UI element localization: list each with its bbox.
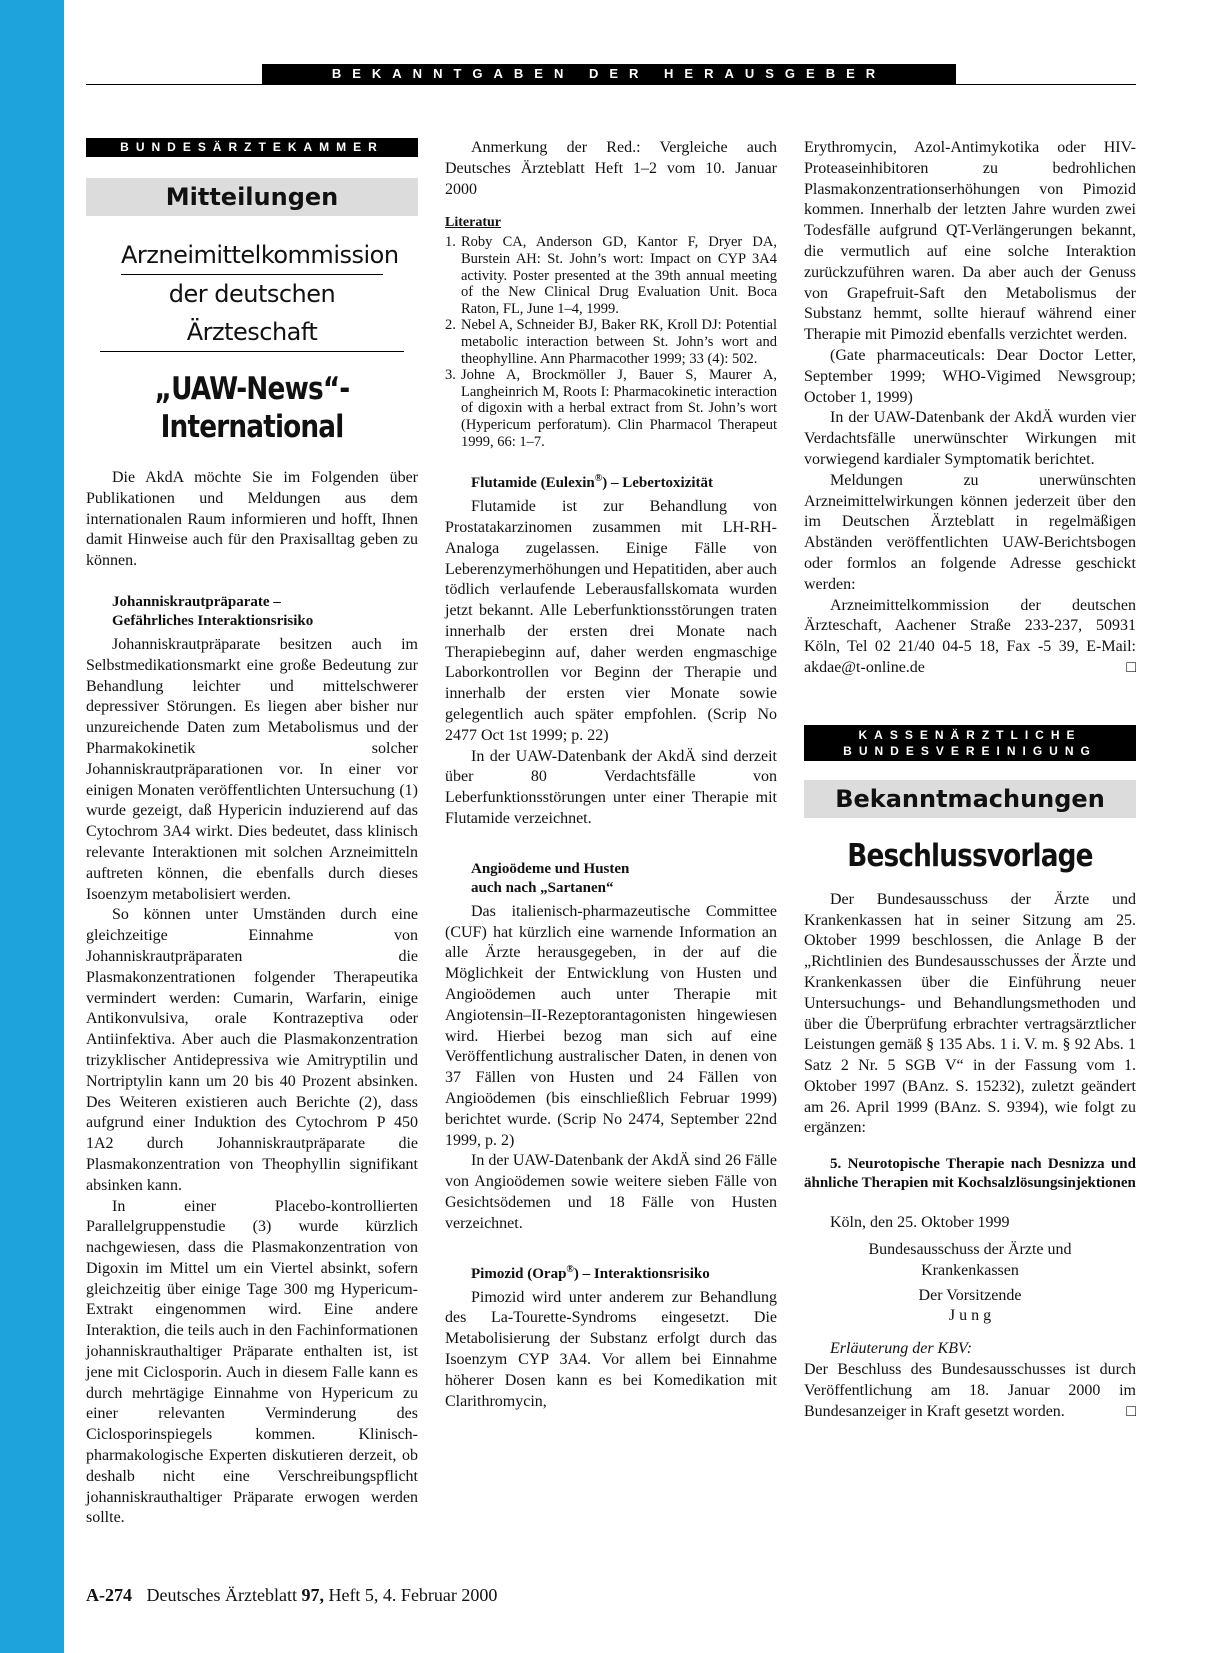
title-line-2: International	[160, 409, 344, 445]
end-mark: □	[1126, 1402, 1136, 1420]
column-1	[86, 138, 418, 1529]
paragraph: In einer Placebo-kontrollierten Parallelgruppenstudie (3) wurde kürzlich nachgewiesen, dass die Plasmakonzentration von Digoxin im Mittel um ein Viertel absinkt, sofern gleichzeitig über einige Tage 300 mg Hypericum-Extrakt eingenommen wird. Eine andere Interaktion, die teils auch in den Fachinformationen johanniskrauthaltiger Präparate enthalten ist, ist jene mit Ciclosporin. Auch in diesem Falle kann es durch mehrtägige Einnahme von Hypericum zu einer relevanten Verminderung des Ciclosporinspiegels kommen. Klinisch-pharmakologische Experten diskutieren derzeit, ob deshalb nicht eine Verschreibungspflicht johanniskrauthaltiger Präparate erwogen werden sollte.	[86, 1197, 418, 1527]
beschluss-text	[804, 890, 1136, 1140]
intro-text	[86, 468, 418, 572]
pimozid-continued	[804, 138, 1136, 679]
journal-issue: Heft 5, 4. Februar 2000	[328, 1585, 498, 1605]
dept-line-2: BUNDESVEREINIGUNG	[843, 743, 1097, 758]
address-paragraph: Arzneimittelkommission der deutschen Ärzteschaft, Aachener Straße 233-237, 50931 Köln, Tel 02 21/40 04-5 18, Fax -5 39, E-Mail: akdae@t-online.de □	[804, 596, 1136, 679]
reference-item: 3. Johne A, Brockmöller J, Bauer S, Maurer A, Langheinrich M, Roots I: Pharmacokinetic interaction of digoxin with a herbal extract from St. John’s wort (Hypericum perforatum). Clin Pharmacol Therapeut 1999, 66: 1–7.	[445, 367, 777, 450]
dept-line-1: KASSENÄRZTLICHE	[858, 727, 1082, 742]
color-sidebar	[0, 0, 64, 1653]
paragraph: Johanniskrautpräparate besitzen auch im Selbstmedikationsmarkt eine große Bedeutung zur Behandlung leichter und mittelschwerer depressiver Störungen. Es liegen aber bisher nur unzureichende Daten zum Metabolismus und der Pharmakokinetik solcher Johanniskrautpräparationen vor. In einer vor einigen Monaten veröffentlichten Untersuchung (1) wurde gezeigt, daß Hypericin induzierend auf das Cytochrom 3A4 wirkt. Dies bedeutet, dass klinisch relevante Interaktionen mit solchen Arzneimitteln auftreten können, die ebenfalls durch dieses Isoenzym metabolisiert werden.	[86, 635, 418, 903]
journal-volume: 97,	[301, 1585, 324, 1605]
paragraph: (Gate pharmaceuticals: Dear Doctor Letter, September 1999; WHO-Vigimed Newsgroup; October 1, 1999)	[804, 346, 1136, 406]
sig-line-1: Bundesausschuss der Ärzte und	[868, 1241, 1072, 1259]
dept-label-kbv	[804, 725, 1136, 761]
paragraph: Erythromycin, Azol-Antimykotika oder HIV-Proteaseinhibitoren zu bedrohlichen Plasmakonzentrationserhöhungen von Pimozid kommen. Innerhalb der letzten Jahre wurden zwei Todesfälle aufgrund QT-Verlängerungen bekannt, die vermutlich auf eine solche Interaktion zurückzuführen waren. Da aber auch der Genuss von Grapefruit-Saft den Metabolismus der Substanz hemmt, sollte hierauf während einer Therapie mit Pimozid ebenfalls verzichtet werden.	[804, 139, 1136, 344]
paragraph: Das italienisch-pharmazeutische Committee (CUF) hat kürzlich eine warnende Information an alle Ärzte herausgegeben, in der auf die Möglichkeit der Entwicklung von Husten und Angioödemen auch unter Therapie mit Angiotensin–II-Rezeptorantagonisten hingewiesen wird. Hierbei bezog man sich auf eine Veröffentlichung australischer Daten, in denen von 37 Fällen von Husten und 24 Fällen von Angioödemen (bis einschließlich Februar 1999) berichtet wurde. (Scrip No 2474, September 22nd 1999, p. 2)	[445, 902, 777, 1149]
amk-line-1: Arzneimittelkommission	[121, 236, 383, 275]
johanniskraut-text	[86, 635, 418, 1529]
reference-item: 2. Nebel A, Schneider BJ, Baker RK, Kroll DJ: Potential metabolic interaction between St. John’s wort and theophylline. Ann Pharmacother 1999; 33 (4): 502.	[445, 317, 777, 367]
page-footer	[86, 1585, 497, 1606]
signature-block	[804, 1213, 1136, 1327]
subheading-angioedema: Angioödeme und Husten auch nach „Sartanen“	[471, 860, 630, 896]
reference-list	[445, 234, 777, 450]
erlaeuterung-paragraph: Der Beschluss des Bundesausschusses ist durch Veröffentlichung am 18. Januar 2000 im Bundesanzeiger in Kraft gesetzt worden. □	[804, 1360, 1136, 1422]
intro-paragraph: Die AkdA möchte Sie im Folgenden über Publikationen und Meldungen aus dem internationalen Raum informieren und hofft, Ihnen damit Hinweise auch für den Praxisalltag geben zu können.	[86, 469, 418, 570]
sig-line-4: J u n g	[948, 1307, 992, 1325]
paragraph: Pimozid wird unter anderem zur Behandlung des La-Tourette-Syndroms eingesetzt. Die Metabolisierung der Substanz erfolgt durch das Isoenzym CYP 3A4. Vor allem bei Einnahme höherer Dosen kann es bei Komedikation mit Clarithromycin,	[445, 1288, 777, 1410]
subheading-johanniskraut	[86, 593, 418, 631]
reference-item: 1. Roby CA, Anderson GD, Kantor F, Dryer DA, Burstein AH: St. John’s wort: Impact on CYP 3A4 activity. Poster presented at the 39th annual meeting of the New Clinical Drug Evaluation Unit. Boca Raton, FL, June 1–4, 1999.	[445, 234, 777, 317]
subheading-line-2: Gefährliches Interaktionsrisiko	[112, 612, 314, 629]
erlaeuterung-heading: Erläuterung der KBV:	[830, 1340, 973, 1358]
section-banner: BEKANNTGABEN DER HERAUSGEBER	[262, 64, 956, 84]
page-number: A-274	[86, 1585, 132, 1605]
editor-note	[445, 138, 777, 200]
organization-name	[86, 236, 418, 352]
header-rule	[86, 84, 1136, 85]
column-2	[445, 138, 777, 1412]
subheading-pimozid: Pimozid (Orap®) – Interaktionsrisiko	[471, 1263, 710, 1282]
dept-label-baek: BUNDESÄRZTEKAMMER	[86, 138, 418, 157]
paragraph: Der Bundesausschuss der Ärzte und Krankenkassen hat in seiner Sitzung am 25. Oktober 1999 beschlossen, die Anlage B der „Richtlinien des Bundesausschusses der Ärzte und Krankenkassen über die Einführung neuer Untersuchungs- und Behandlungsmethoden und über die Überprüfung erbrachter vertragsärztlicher Leistungen gemäß § 135 Abs. 1 i. V. m. § 92 Abs. 1 Satz 2 Nr. 5 SGB V“ in der Fassung vom 1. Oktober 1997 (BAnz. S. 15232), zuletzt geändert am 26. April 1999 (BAnz. S. 9394), wie folgt zu ergänzen:	[804, 890, 1136, 1137]
sig-line-2: Krankenkassen	[921, 1261, 1019, 1279]
rubric-bekanntmachungen: Bekanntmachungen	[804, 780, 1136, 818]
subheading-line-1: Johanniskrautpräparate –	[112, 593, 281, 610]
paragraph: In der UAW-Datenbank der AkdÄ sind 26 Fälle von Angioödemen sowie weitere sieben Fälle von Gesichtsödemen und 18 Fälle von Husten verzeichnet.	[445, 1152, 777, 1232]
paragraph: Meldungen zu unerwünschten Arzneimittelwirkungen können jederzeit über den im Deutschen Ärzteblatt in regelmäßigen Abständen veröffentlichten UAW-Berichtsbogen oder formlos an folgende Adresse geschickt werden:	[804, 471, 1136, 593]
column-3	[804, 138, 1136, 1422]
item-5	[804, 1155, 1136, 1193]
flutamide-text	[445, 497, 777, 830]
paragraph: So können unter Umständen durch eine gleichzeitige Einnahme von Johanniskrautpräparaten die Plasmakonzentrationen folgender Therapeutika vermindert werden: Cumarin, Warfarin, einige Antikonvulsiva, orale Kontrazeptiva oder Antiinfektiva. Aber auch die Plasmakonzentration trizyklischer Antidepressiva wie Amitryptilin und Nortriptylin kann um 20 bis 40 Prozent absinken. Des Weiteren existieren auch Berichte (2), dass aufgrund einer Induktion des Cytochrom P 450 1A2 durch Johanniskrautpräparate die Plasmakonzentration von Theophyllin signifikant absinken kann.	[86, 906, 418, 1194]
title-line-1: „UAW-News“-	[154, 371, 350, 407]
erlaeuterung	[804, 1339, 1136, 1422]
sig-line-3: Der Vorsitzende	[918, 1286, 1022, 1304]
paragraph: In der UAW-Datenbank der AkdÄ sind derzeit über 80 Verdachtsfälle von Leberfunktionsstörungen unter einer Therapie mit Flutamide verzeichnet.	[445, 747, 777, 828]
paragraph: Flutamide ist zur Behandlung von Prostatakarzinomen zusammen mit LH-RH-Analoga zugelassen. Einige Fälle von Leberenzymerhöhungen und Hepatitiden, aber auch tödlich verlaufende Leberausfallskomata wurden jetzt bekannt. Alle Leberfunktionsstörungen traten innerhalb der ersten drei Monate nach Therapiebeginn auf, daher werden engmaschige Laborkontrollen vor Beginn der Therapie und innerhalb der ersten vier Monate sowie gelegentlich auch später empfohlen. (Scrip No 2477 Oct 1st 1999; p. 22)	[445, 498, 777, 744]
pimozid-text	[445, 1288, 777, 1413]
end-mark: □	[1126, 658, 1136, 676]
literature-heading: Literatur	[445, 215, 501, 231]
subheading-flutamide: Flutamide (Eulexin®) – Lebertoxizität	[471, 473, 714, 492]
journal-name: Deutsches Ärzteblatt	[146, 1585, 297, 1605]
angioedema-text	[445, 902, 777, 1235]
article-title-beschluss: Beschlussvorlage	[847, 837, 1093, 874]
amk-line-2: der deutschen Ärzteschaft	[100, 275, 404, 352]
editor-note-paragraph: Anmerkung der Red.: Vergleiche auch Deutsches Ärzteblatt Heft 1–2 vom 10. Januar 2000	[445, 139, 777, 198]
article-title	[111, 370, 393, 446]
item-5-text: 5. Neurotopische Therapie nach Desnizza und ähnliche Therapien mit Kochsalzlösungsinjektionen	[804, 1156, 1136, 1192]
date-line: Köln, den 25. Oktober 1999	[830, 1214, 1010, 1232]
paragraph: In der UAW-Datenbank der AkdÄ wurden vier Verdachtsfälle unerwünschter Wirkungen mit vorwiegend kardialer Symptomatik berichtet.	[804, 409, 1136, 468]
rubric-mitteilungen: Mitteilungen	[86, 178, 418, 216]
